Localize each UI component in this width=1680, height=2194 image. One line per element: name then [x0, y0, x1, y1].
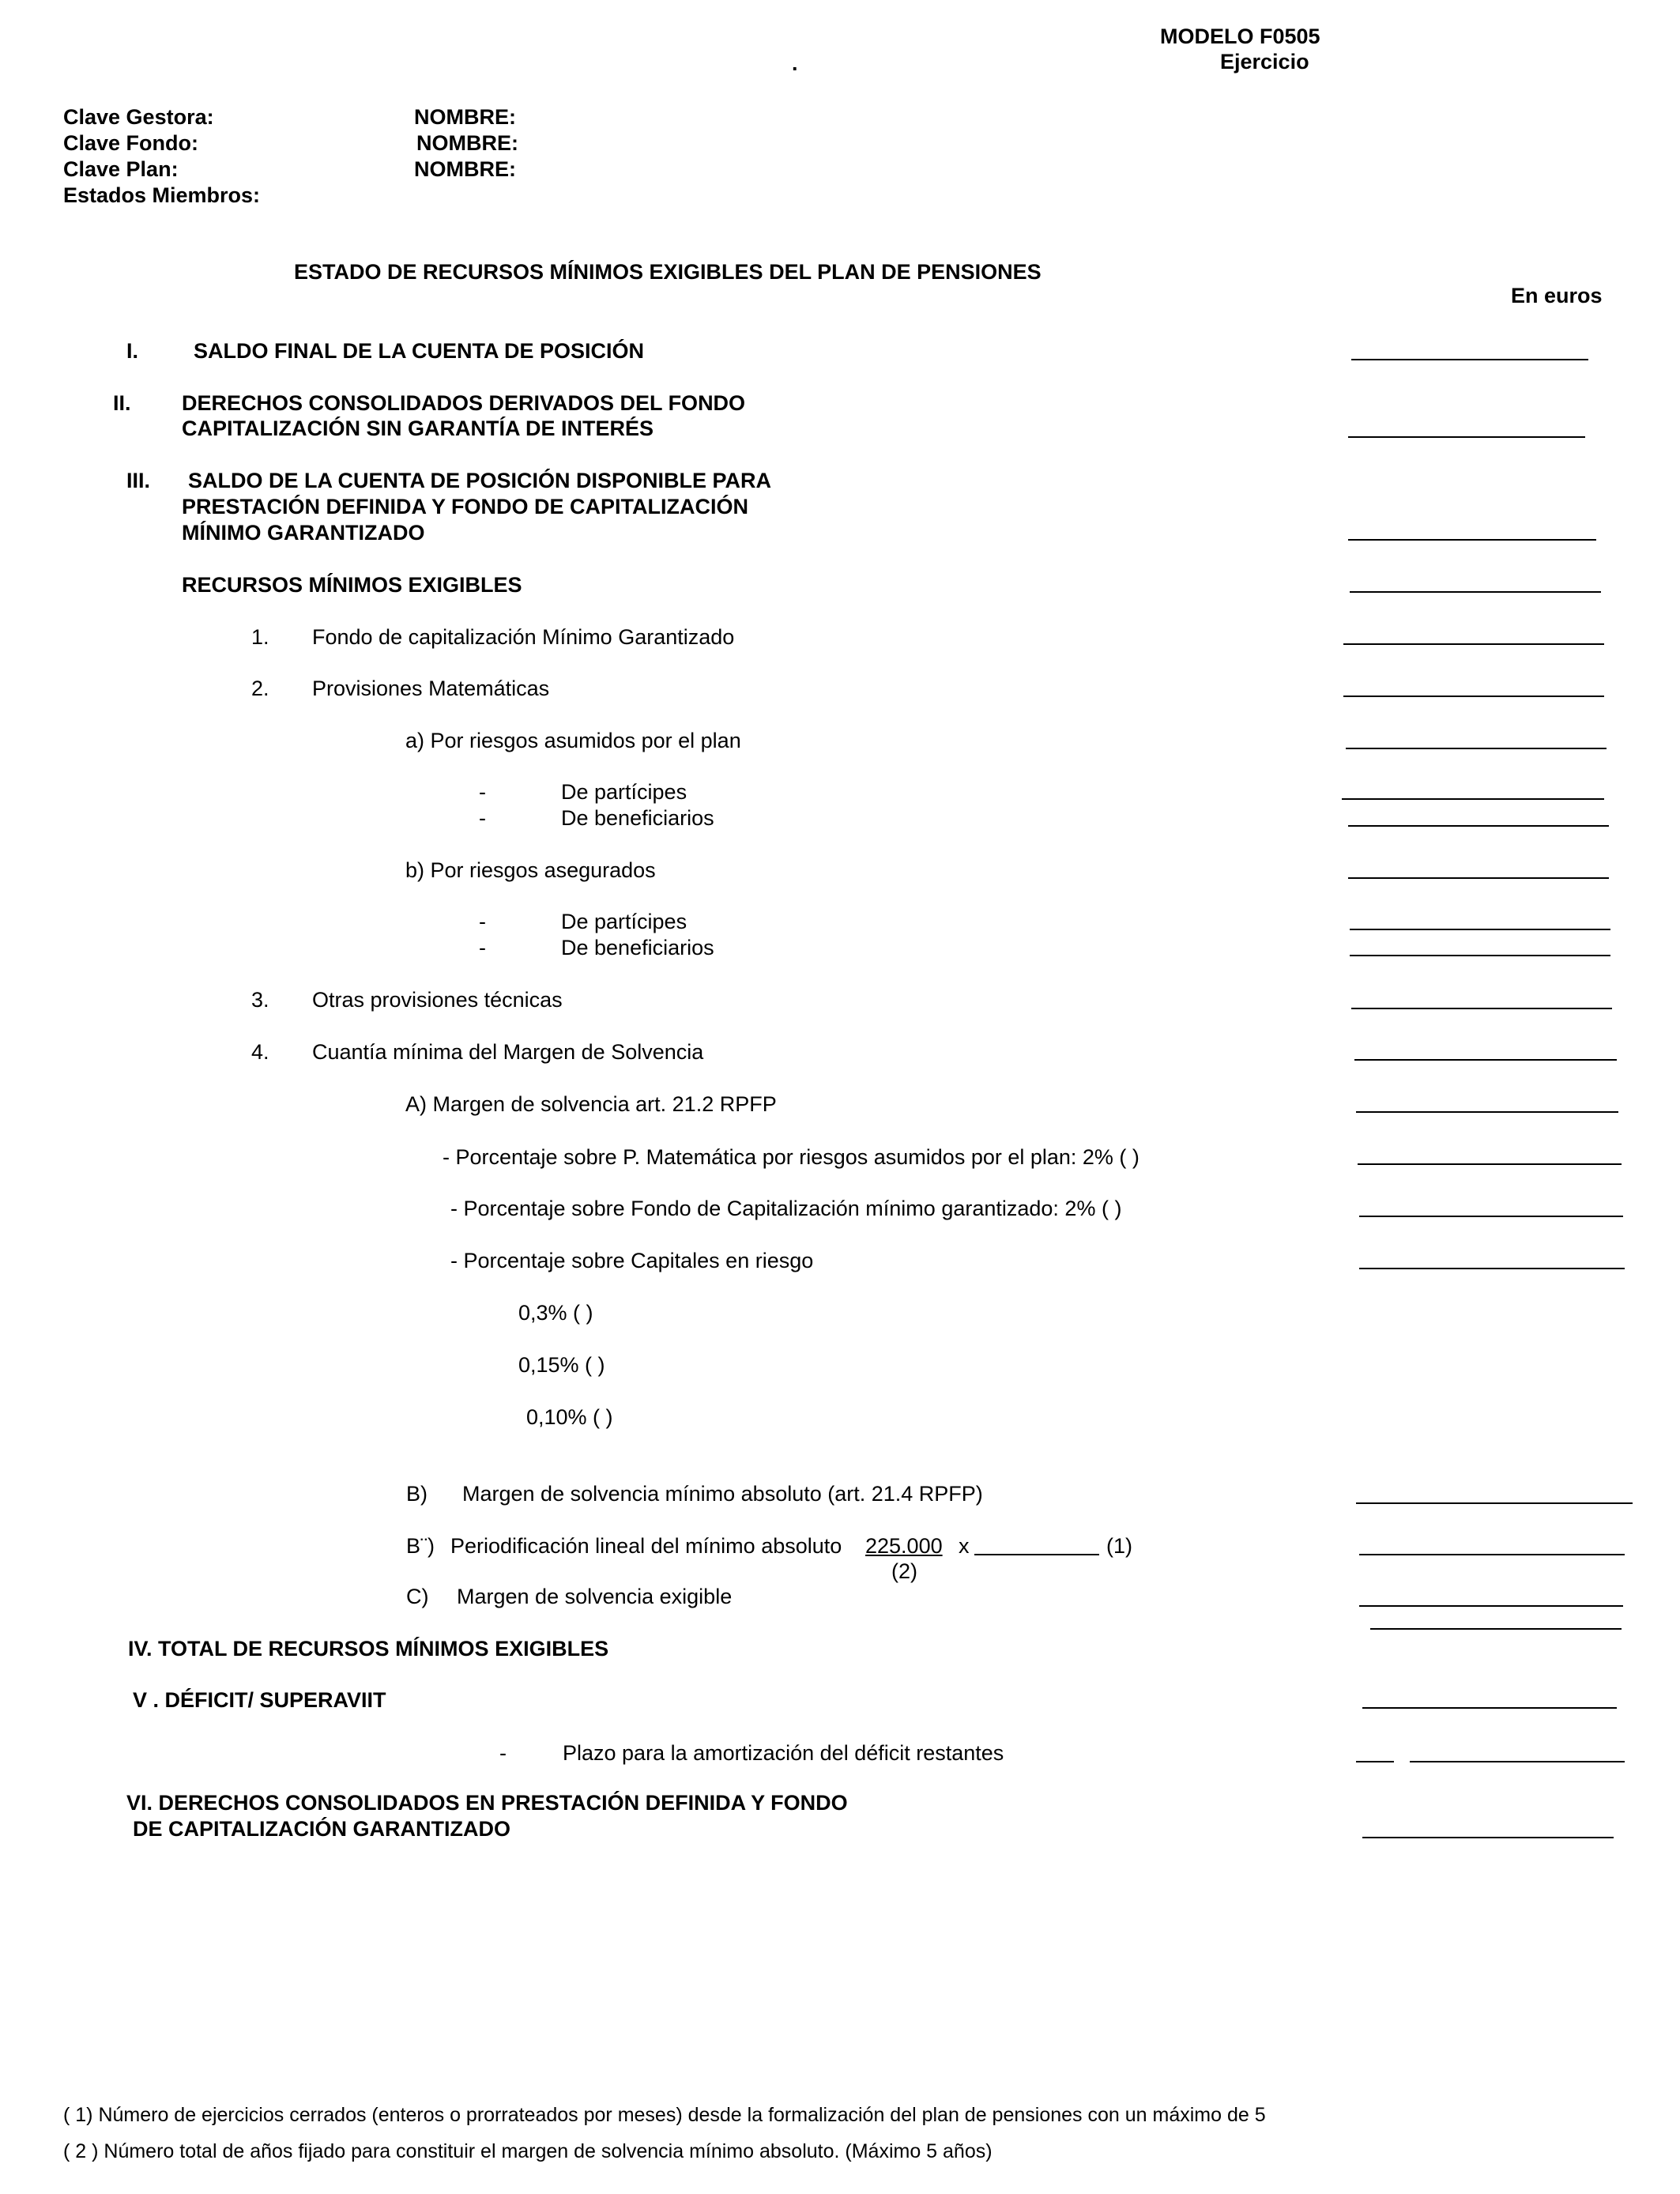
item-4-number: 4. [251, 1040, 269, 1064]
item-3-value-line [1351, 1008, 1612, 1009]
pct-fondo-capitalizacion: - Porcentaje sobre Fondo de Capitalización mínimo garantizado: 2% ( ) [450, 1197, 1122, 1220]
exercise-label: Ejercicio [1220, 50, 1309, 74]
item-c-value-line [1359, 1605, 1623, 1607]
item-3-number: 3. [251, 988, 269, 1012]
item-b2-text: Periodificación lineal del mínimo absoluto [450, 1534, 842, 1558]
item-b2-years-line [974, 1554, 1099, 1555]
pct-provision-matematica: - Porcentaje sobre P. Matemática por riesgos asumidos por el plan: 2% ( ) [443, 1145, 1139, 1169]
item-2b-beneficiarios-dash: - [479, 936, 486, 959]
item-b2-label: B¨) [406, 1534, 435, 1558]
estados-miembros-label: Estados Miembros: [63, 183, 261, 207]
item-1-number: 1. [251, 625, 269, 649]
item-2a-value-line [1346, 748, 1607, 749]
item-b-label: B) [406, 1482, 428, 1506]
item-2b-beneficiarios-text: De beneficiarios [561, 936, 714, 959]
item-c-second-line [1370, 1628, 1622, 1630]
nombre-plan-label: NOMBRE: [414, 157, 516, 181]
section-i-value-line [1351, 359, 1588, 360]
item-2a-participes-text: De partícipes [561, 780, 687, 804]
clave-fondo-label: Clave Fondo: [63, 131, 199, 155]
item-4-value-line [1354, 1059, 1617, 1061]
item-4-text: Cuantía mínima del Margen de Solvencia [312, 1040, 704, 1064]
section-vi-title-2: DE CAPITALIZACIÓN GARANTIZADO [133, 1817, 510, 1841]
item-1-value-line [1343, 643, 1604, 645]
section-iii-number: III. [126, 469, 151, 492]
item-b2-ref-1: (1) [1106, 1534, 1132, 1558]
item-b-value-line [1356, 1502, 1633, 1504]
recursos-heading: RECURSOS MÍNIMOS EXIGIBLES [182, 573, 522, 597]
section-vi-title-1: VI. DERECHOS CONSOLIDADOS EN PRESTACIÓN DEFINIDA Y FONDO [126, 1791, 848, 1815]
item-2a-beneficiarios-text: De beneficiarios [561, 806, 714, 830]
rate-0-3: 0,3% ( ) [518, 1301, 593, 1325]
item-2b-value-line [1348, 877, 1609, 879]
pct-capitales-riesgo-line [1359, 1268, 1625, 1269]
item-2-value-line [1343, 696, 1604, 697]
plazo-value-line [1410, 1761, 1625, 1762]
footnote-1: ( 1) Número de ejercicios cerrados (enteros o prorrateados por meses) desde la formalización del plan de pensiones con un máximo de 5 [63, 2104, 1266, 2126]
footnote-2: ( 2 ) Número total de años fijado para constituir el margen de solvencia mínimo absoluto. (Máximo 5 años) [63, 2140, 993, 2162]
item-a-value-line [1356, 1111, 1618, 1113]
item-3-text: Otras provisiones técnicas [312, 988, 563, 1012]
recursos-value-line [1350, 591, 1601, 593]
item-2b-text: b) Por riesgos asegurados [405, 858, 656, 882]
section-ii-number: II. [113, 391, 131, 415]
section-iii-title-3: MÍNIMO GARANTIZADO [182, 521, 425, 545]
section-v-value-line [1362, 1707, 1617, 1709]
plazo-text: Plazo para la amortización del déficit restantes [563, 1741, 1004, 1765]
section-i-title: SALDO FINAL DE LA CUENTA DE POSICIÓN [194, 339, 645, 363]
pct-capitales-riesgo: - Porcentaje sobre Capitales en riesgo [450, 1249, 814, 1272]
item-2a-text: a) Por riesgos asumidos por el plan [405, 729, 741, 752]
item-c-label: C) [406, 1585, 429, 1608]
plazo-dash: - [499, 1741, 507, 1765]
pct-fondo-capitalizacion-line [1359, 1216, 1623, 1217]
nombre-fondo-label: NOMBRE: [416, 131, 518, 155]
section-ii-value-line [1348, 436, 1585, 438]
item-2a-participes-value-line [1342, 798, 1604, 800]
item-b2-multiply: x [959, 1534, 970, 1558]
rate-0-10: 0,10% ( ) [526, 1405, 613, 1429]
item-2a-beneficiarios-value-line [1348, 825, 1609, 827]
section-i-number: I. [126, 339, 139, 363]
item-1-text: Fondo de capitalización Mínimo Garantizado [312, 625, 735, 649]
document-title: ESTADO DE RECURSOS MÍNIMOS EXIGIBLES DEL PLAN DE PENSIONES [294, 260, 1042, 284]
nombre-gestora-label: NOMBRE: [414, 105, 516, 129]
section-iii-value-line [1348, 539, 1596, 541]
item-2b-beneficiarios-value-line [1350, 955, 1610, 956]
item-c-text: Margen de solvencia exigible [457, 1585, 733, 1608]
clave-plan-label: Clave Plan: [63, 157, 179, 181]
item-2-text: Provisiones Matemáticas [312, 677, 550, 700]
item-2b-participes-text: De partícipes [561, 910, 687, 933]
rate-0-15: 0,15% ( ) [518, 1353, 605, 1377]
item-2a-participes-dash: - [479, 780, 486, 804]
item-2a-beneficiarios-dash: - [479, 806, 486, 830]
item-2-number: 2. [251, 677, 269, 700]
item-b2-value-line [1359, 1554, 1625, 1555]
item-2b-participes-dash: - [479, 910, 486, 933]
model-code: MODELO F0505 [1160, 25, 1320, 48]
section-iv-title: IV. TOTAL DE RECURSOS MÍNIMOS EXIGIBLES [128, 1637, 609, 1661]
item-2b-participes-value-line [1350, 929, 1610, 930]
section-ii-title-1: DERECHOS CONSOLIDADOS DERIVADOS DEL FONDO [182, 391, 746, 415]
clave-gestora-label: Clave Gestora: [63, 105, 214, 129]
plazo-value-line-short [1356, 1761, 1394, 1762]
item-b2-amount: 225.000 [865, 1534, 943, 1558]
item-a-text: A) Margen de solvencia art. 21.2 RPFP [405, 1092, 777, 1116]
section-v-title: V . DÉFICIT/ SUPERAVIIT [133, 1688, 386, 1712]
pct-provision-matematica-line [1358, 1163, 1622, 1165]
currency-label: En euros [1511, 284, 1603, 307]
item-b2-ref-2: (2) [891, 1559, 917, 1583]
section-ii-title-2: CAPITALIZACIÓN SIN GARANTÍA DE INTERÉS [182, 417, 654, 440]
section-iii-title-2: PRESTACIÓN DEFINIDA Y FONDO DE CAPITALIZACIÓN [182, 495, 749, 518]
section-iii-title-1: SALDO DE LA CUENTA DE POSICIÓN DISPONIBLE PARA [188, 469, 772, 492]
section-vi-value-line [1362, 1837, 1614, 1838]
header-dot: . [792, 51, 798, 75]
item-b-text: Margen de solvencia mínimo absoluto (art. 21.4 RPFP) [462, 1482, 983, 1506]
